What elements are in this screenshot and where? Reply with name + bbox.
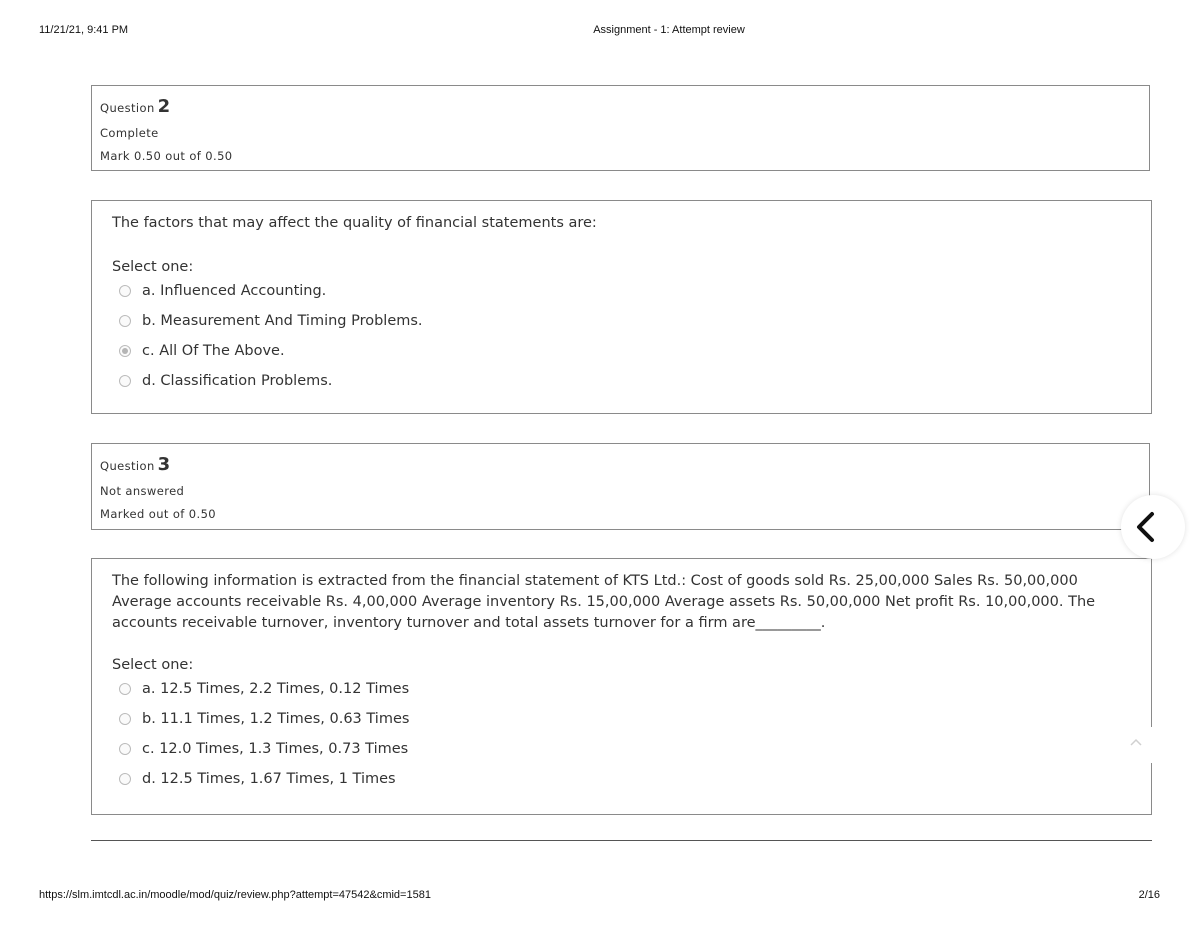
select-one-label: Select one: xyxy=(112,259,194,275)
select-one-label: Select one: xyxy=(112,657,194,673)
question-text: The factors that may affect the quality of financial statements are: xyxy=(112,215,597,231)
print-page-number: 2/16 xyxy=(1138,889,1160,901)
question-number-value: 2 xyxy=(157,96,171,117)
question-state: Not answered xyxy=(100,484,185,498)
answer-option-label: d. Classification Problems. xyxy=(142,372,333,389)
answer-option-label: a. 12.5 Times, 2.2 Times, 0.12 Times xyxy=(142,680,410,697)
answer-option-label: a. Influenced Accounting. xyxy=(142,282,327,299)
answer-options xyxy=(112,276,1131,396)
question-3-content xyxy=(91,558,1152,815)
answer-option[interactable] xyxy=(112,336,1131,366)
radio-button[interactable] xyxy=(119,315,131,327)
radio-button-selected[interactable] xyxy=(119,345,131,357)
question-2-info xyxy=(91,85,1150,171)
scroll-top-button[interactable] xyxy=(1118,727,1158,763)
question-number-value: 3 xyxy=(157,454,171,475)
print-title: Assignment - 1: Attempt review xyxy=(593,24,745,36)
chevron-up-icon xyxy=(1130,738,1142,746)
question-label: Question xyxy=(100,459,155,473)
answer-option[interactable] xyxy=(112,306,1131,336)
radio-button[interactable] xyxy=(119,285,131,297)
question-grade: Mark 0.50 out of 0.50 xyxy=(100,149,233,163)
answer-option[interactable] xyxy=(112,276,1131,306)
question-state: Complete xyxy=(100,126,159,140)
divider xyxy=(91,840,1152,841)
answer-option[interactable] xyxy=(112,764,1131,794)
print-datetime: 11/21/21, 9:41 PM xyxy=(39,24,129,36)
answer-option-label: b. Measurement And Timing Problems. xyxy=(142,312,423,329)
answer-option[interactable] xyxy=(112,734,1131,764)
question-label: Question xyxy=(100,101,155,115)
question-number xyxy=(100,454,1141,475)
question-2-content xyxy=(91,200,1152,414)
answer-option-label: b. 11.1 Times, 1.2 Times, 0.63 Times xyxy=(142,710,410,727)
print-url: https://slm.imtcdl.ac.in/moodle/mod/quiz/review.php?attempt=47542&cmid=1581 xyxy=(39,889,431,901)
question-grade: Marked out of 0.50 xyxy=(100,507,217,521)
radio-button[interactable] xyxy=(119,713,131,725)
answer-option[interactable] xyxy=(112,674,1131,704)
answer-option-label: c. 12.0 Times, 1.3 Times, 0.73 Times xyxy=(142,740,409,757)
drawer-toggle-button[interactable] xyxy=(1121,495,1185,559)
answer-option-label: c. All Of The Above. xyxy=(142,342,285,359)
radio-button[interactable] xyxy=(119,375,131,387)
answer-options xyxy=(112,674,1131,794)
radio-button[interactable] xyxy=(119,683,131,695)
radio-button[interactable] xyxy=(119,773,131,785)
answer-option[interactable] xyxy=(112,366,1131,396)
answer-option[interactable] xyxy=(112,704,1131,734)
question-text: The following information is extracted from the financial statement of KTS Ltd.: Cost of goods sold Rs. 25,00,000 Sales Rs. 50,00,000 Average accounts receivable Rs. 4,00,000 Average inventory Rs. 15,00,000 Average assets Rs. 50,00,000 Net profit Rs. 10,00,000. The accounts receivable turnover, inventory turnover and total assets turnover for a firm are_________. xyxy=(112,573,1096,631)
answer-option-label: d. 12.5 Times, 1.67 Times, 1 Times xyxy=(142,770,396,787)
question-3-info xyxy=(91,443,1150,530)
radio-button[interactable] xyxy=(119,743,131,755)
chevron-left-icon xyxy=(1133,511,1157,543)
question-number xyxy=(100,96,1141,117)
